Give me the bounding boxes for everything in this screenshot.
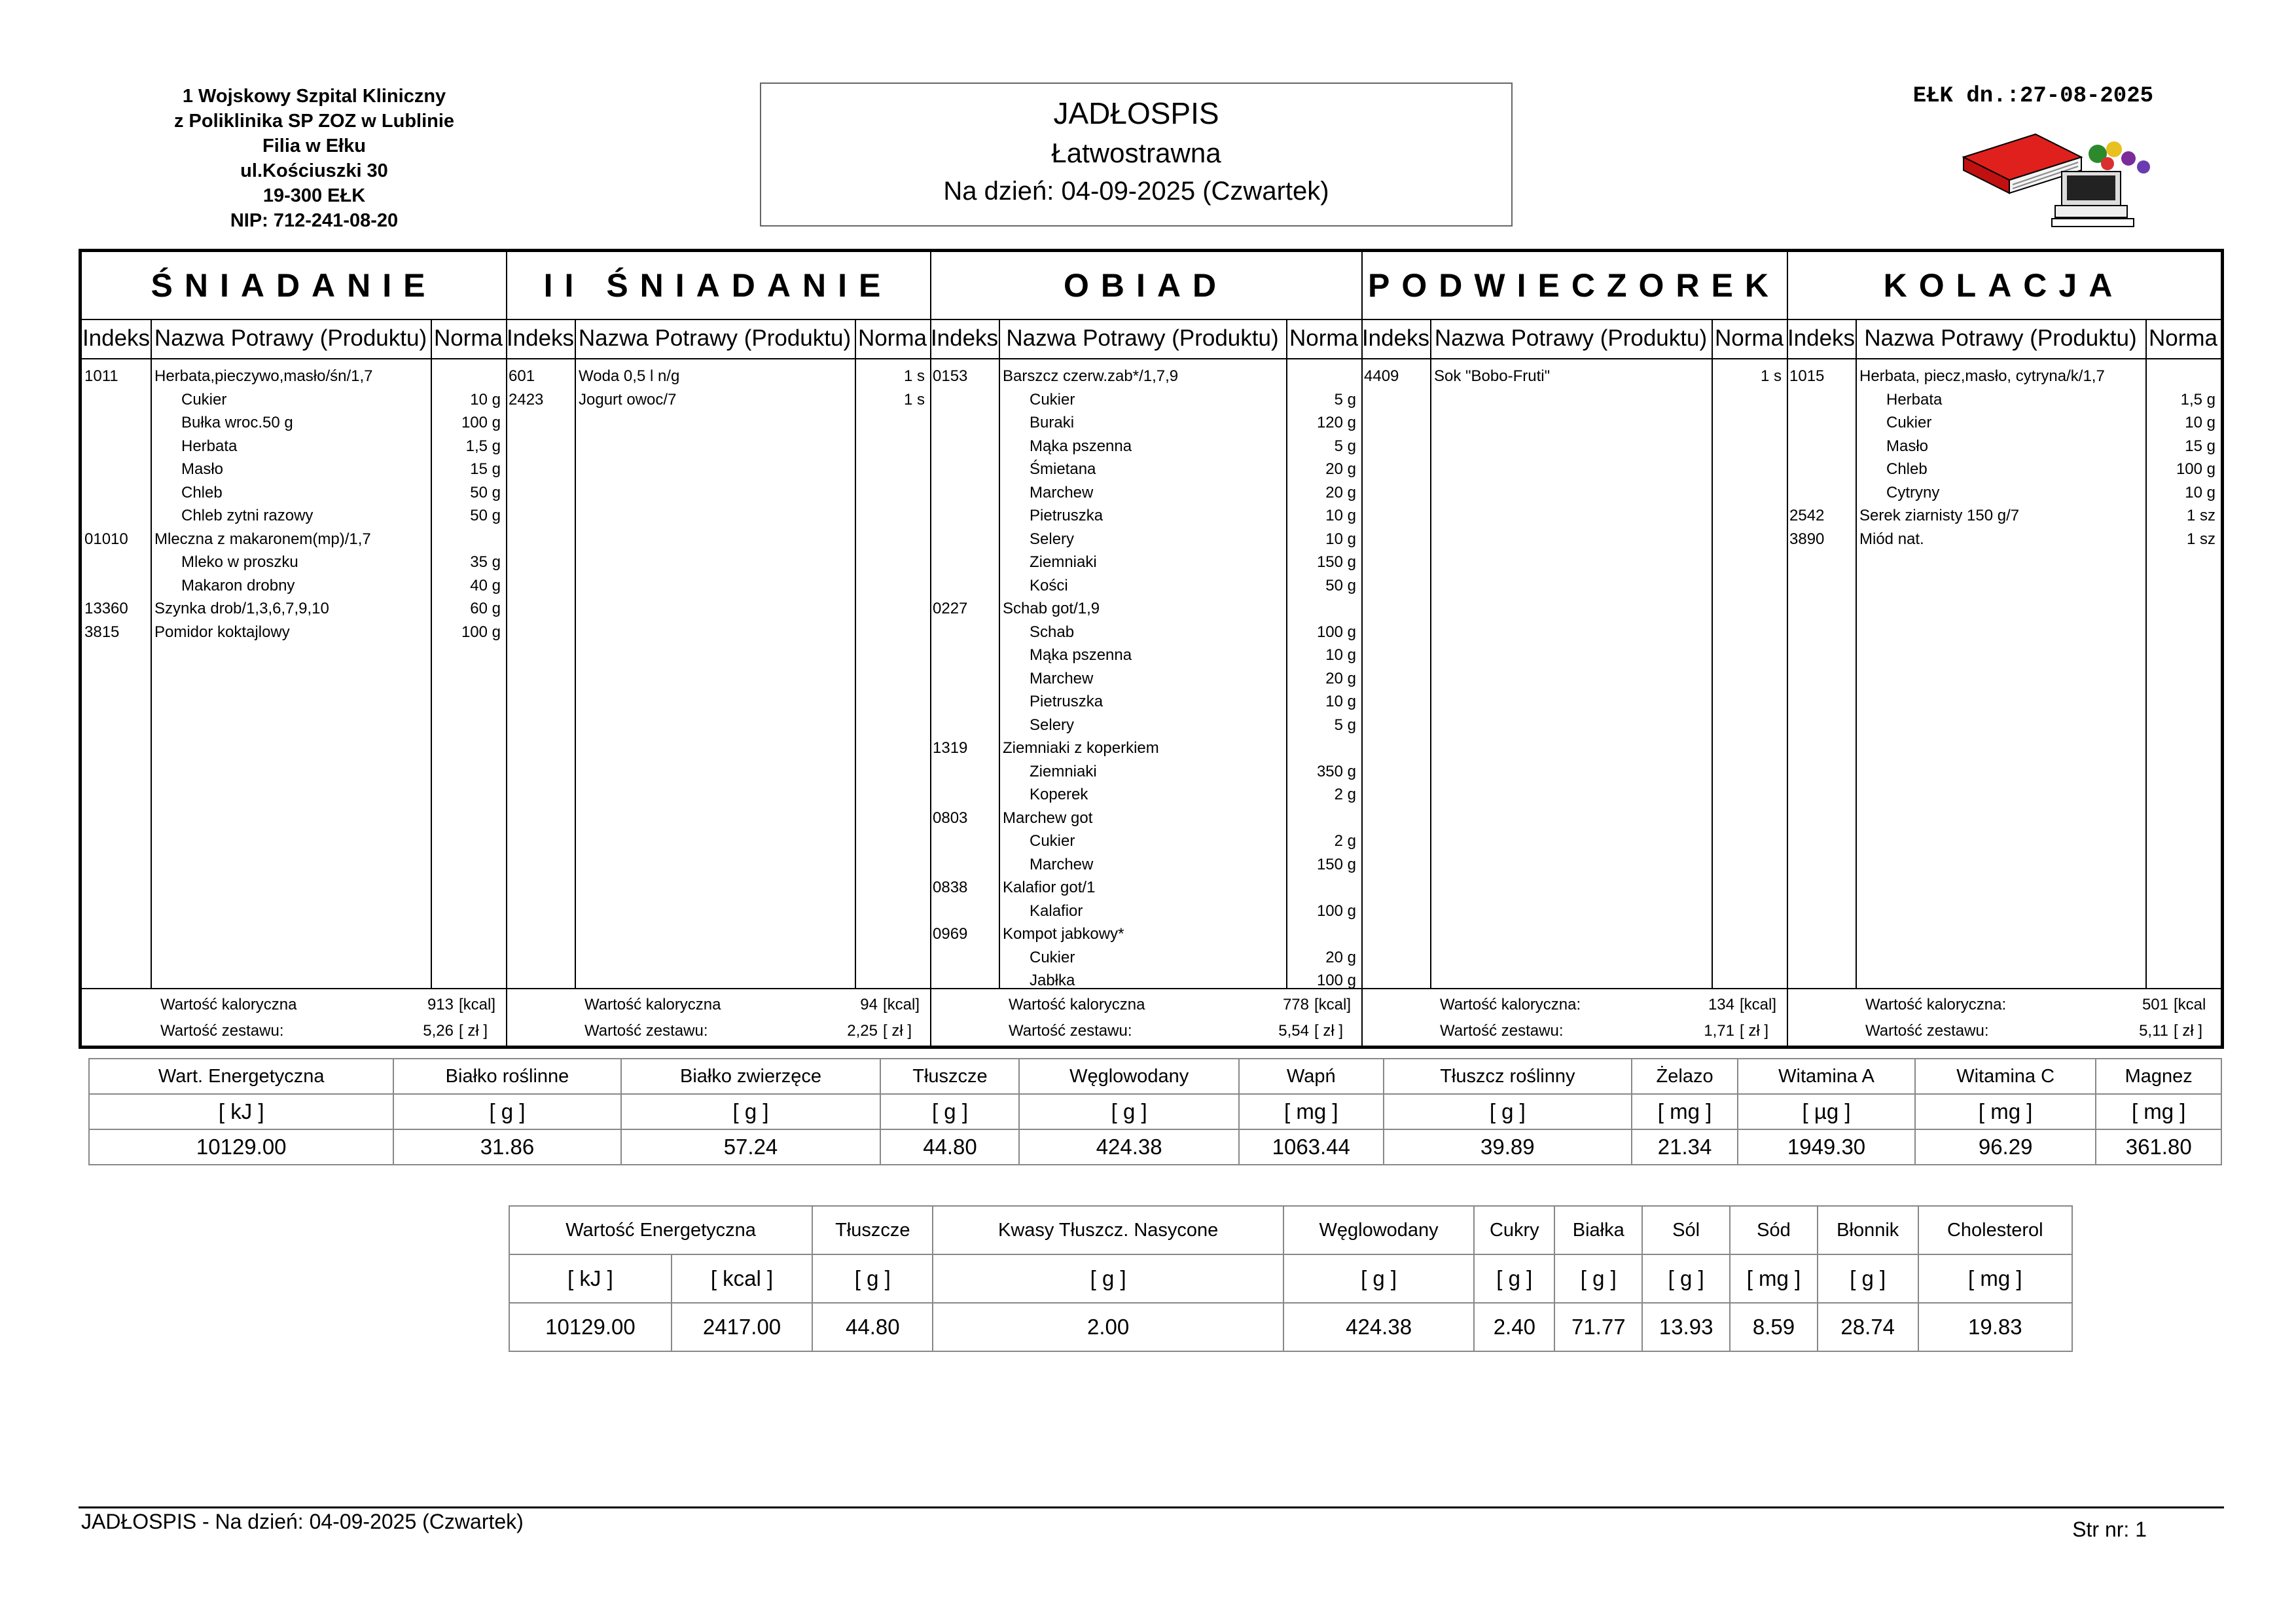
value-cell: 39.89 [1384,1129,1632,1165]
item-norm: 20 g [1325,483,1356,501]
item-name: Herbata,pieczywo,masło/śn/1,7 [154,367,373,385]
unit-cell: [ mg ] [1730,1254,1818,1303]
unit-cell: [ g ] [812,1254,933,1303]
item-name: Chleb [181,483,223,501]
column-header-norm: Norma [1289,325,1359,351]
column-divider [999,319,1000,988]
item-name: Koperek [1030,786,1088,803]
item-norm: 20 g [1325,460,1356,478]
issue-date: EŁK dn.:27-08-2025 [1912,84,2153,109]
item-name: Masło [1886,437,1929,455]
hospital-line: 19-300 EŁK [262,185,366,206]
item-index: 0969 [933,925,968,943]
cost-unit: [ zł ] [459,1022,488,1040]
item-name: Marchew got [1003,809,1093,827]
item-index: 0803 [933,809,968,827]
item-index: 0153 [933,367,968,385]
header-cell: Kwasy Tłuszcz. Nasycone [933,1206,1283,1254]
item-index: 2423 [509,390,544,409]
item-name: Szynka drob/1,3,6,7,9,10 [154,600,329,617]
item-name: Herbata, piecz,masło, cytryna/k/1,7 [1859,367,2105,385]
cost-value: 5,11 [2139,1022,2168,1040]
item-norm: 150 g [1316,553,1356,571]
kcal-label: Wartość kaloryczna [584,996,721,1013]
kcal-unit: [kcal] [459,996,496,1013]
table-unit-row [89,1094,2221,1129]
header-divider [82,319,2221,320]
item-norm: 10 g [2185,483,2215,501]
kcal-label: Wartość kaloryczna [1009,996,1145,1013]
value-cell: 8.59 [1730,1303,1818,1351]
book-computer-logo [1957,131,2179,229]
item-norm: 2 g [1334,786,1356,803]
hospital-line: Filia w Ełku [262,136,366,156]
value-cell: 361.80 [2096,1129,2221,1165]
item-norm: 1,5 g [465,437,501,455]
column-header-name: Nazwa Potrawy (Produktu) [1006,325,1279,351]
item-name: Jogurt owoc/7 [579,390,677,409]
value-cell: 71.77 [1554,1303,1642,1351]
item-norm: 2 g [1334,832,1356,850]
section-divider [930,252,931,1046]
column-header-index: Indeks [1361,325,1430,351]
item-name: Kompot jabkowy* [1003,925,1124,943]
item-norm: 60 g [470,600,501,617]
item-name: Mleczna z makaronem(mp)/1,7 [154,530,371,548]
item-norm: 10 g [470,390,501,409]
value-cell: 2417.00 [672,1303,812,1351]
item-norm: 5 g [1334,716,1356,734]
item-name: Cukier [1030,390,1075,409]
item-norm: 10 g [1325,646,1356,664]
section-divider [1361,252,1363,1046]
item-norm: 100 g [1316,902,1356,920]
meal-title-podwieczorek: PODWIECZOREK [1368,267,1780,304]
item-norm: 100 g [461,623,501,641]
item-index: 1011 [84,367,118,385]
item-norm: 350 g [1316,762,1356,780]
header-cell: Cukry [1474,1206,1554,1254]
unit-cell: [ g ] [1818,1254,1918,1303]
column-header-index: Indeks [930,325,999,351]
item-index: 1015 [1789,367,1825,385]
item-name: Marchew [1030,855,1094,873]
kcal-unit: [kcal] [1314,996,1352,1013]
value-cell: 44.80 [880,1129,1019,1165]
header-cell: Żelazo [1632,1059,1738,1094]
item-norm: 1,5 g [2180,390,2215,409]
meal-title-ii-sniadanie: II ŚNIADANIE [543,267,893,304]
table-unit-row [509,1254,2072,1303]
kcal-value: 94 [860,996,878,1013]
unit-cell: [ g ] [1554,1254,1642,1303]
item-norm: 20 g [1325,948,1356,966]
value-cell: 10129.00 [89,1129,393,1165]
item-name: Ziemniaki [1030,553,1097,571]
item-name: Barszcz czerw.zab*/1,7,9 [1003,367,1179,385]
item-name: Miód nat. [1859,530,1924,548]
item-index: 0838 [933,879,968,896]
kcal-label: Wartość kaloryczna: [1440,996,1581,1013]
item-name: Selery [1030,716,1075,734]
page-number: Str nr: 1 [2072,1518,2147,1541]
value-cell: 31.86 [393,1129,620,1165]
item-norm: 1 s [903,390,925,409]
item-name: Chleb zytni razowy [181,507,314,524]
item-norm: 20 g [1325,669,1356,687]
value-cell: 21.34 [1632,1129,1738,1165]
footer-text: JADŁOSPIS - Na dzień: 04-09-2025 (Czwartek) [81,1510,524,1533]
item-name: Serek ziarnisty 150 g/7 [1859,507,2020,524]
header-cell: Wartość Energetyczna [509,1206,812,1254]
header-cell: Wapń [1239,1059,1384,1094]
item-norm: 150 g [1316,855,1356,873]
column-header-norm: Norma [433,325,503,351]
unit-cell: [ kJ ] [509,1254,672,1303]
hospital-line: NIP: 712-241-08-20 [230,210,399,231]
value-cell: 10129.00 [509,1303,672,1351]
unit-cell: [ g ] [1642,1254,1730,1303]
unit-cell: [ g ] [1019,1094,1238,1129]
unit-cell: [ g ] [1474,1254,1554,1303]
value-cell: 424.38 [1019,1129,1238,1165]
header-cell: Tłuszcze [812,1206,933,1254]
hospital-line: z Poliklinika SP ZOZ w Lublinie [173,111,455,132]
value-cell: 57.24 [621,1129,881,1165]
item-name: Kości [1030,576,1068,594]
hospital-line: 1 Wojskowy Szpital Kliniczny [182,86,446,107]
header-cell: Witamina A [1738,1059,1915,1094]
item-norm: 10 g [1325,507,1356,524]
table-header-row [89,1059,2221,1094]
nutrition-label-table [509,1205,2073,1352]
value-cell: 1949.30 [1738,1129,1915,1165]
column-header-index: Indeks [82,325,151,351]
value-cell: 19.83 [1918,1303,2072,1351]
kcal-value: 501 [2142,996,2168,1013]
column-divider [1712,319,1713,988]
unit-cell: [ µg ] [1738,1094,1915,1129]
item-norm: 100 g [461,414,501,431]
item-name: Selery [1030,530,1075,548]
cost-unit: [ zł ] [1314,1022,1344,1040]
item-name: Jabłka [1030,972,1075,989]
header-cell: Wart. Energetyczna [89,1059,393,1094]
item-norm: 1 s [1760,367,1782,385]
item-norm: 40 g [470,576,501,594]
diet-name: Łatwostrawna [1051,137,1221,168]
value-cell: 13.93 [1642,1303,1730,1351]
column-header-norm: Norma [2148,325,2218,351]
item-norm: 1 sz [2186,507,2215,524]
column-header-norm: Norma [1714,325,1784,351]
item-name: Kalafior got/1 [1003,879,1096,896]
kcal-label: Wartość kaloryczna [160,996,297,1013]
item-norm: 50 g [1325,576,1356,594]
section-divider [506,252,507,1046]
section-divider [1787,252,1788,1046]
item-name: Cukier [1030,948,1075,966]
item-norm: 5 g [1334,437,1356,455]
item-name: Buraki [1030,414,1075,431]
cost-unit: [ zł ] [883,1022,912,1040]
kcal-unit: [kcal] [883,996,920,1013]
kcal-value: 778 [1282,996,1309,1013]
item-name: Cytryny [1886,483,1940,501]
column-divider [855,319,856,988]
item-norm: 10 g [2185,414,2215,431]
column-header-index: Indeks [506,325,575,351]
item-index: 601 [509,367,535,385]
unit-cell: [ kcal ] [672,1254,812,1303]
column-divider [151,319,152,988]
item-name: Pietruszka [1030,507,1103,524]
item-index: 4409 [1364,367,1399,385]
unit-cell: [ mg ] [1239,1094,1384,1129]
item-name: Cukier [1886,414,1932,431]
item-norm: 120 g [1316,414,1356,431]
column-header-name: Nazwa Potrawy (Produktu) [1434,325,1708,351]
column-divider [1856,319,1857,988]
cost-label: Wartość zestawu: [1440,1022,1564,1040]
header-cell: Białko zwierzęce [621,1059,881,1094]
cost-label: Wartość zestawu: [584,1022,708,1040]
kcal-unit: [kcal] [1740,996,1777,1013]
kcal-value: 913 [427,996,454,1013]
column-divider [1430,319,1431,988]
meal-title-kolacja: KOLACJA [1883,267,2125,304]
cost-value: 2,25 [847,1022,878,1040]
header-cell: Magnez [2096,1059,2221,1094]
header-cell: Sól [1642,1206,1730,1254]
unit-cell: [ mg ] [1915,1094,2096,1129]
cost-unit: [ zł ] [2174,1022,2203,1040]
item-name: Herbata [181,437,238,455]
header-cell: Węglowodany [1283,1206,1474,1254]
item-name: Sok "Bobo-Fruti" [1434,367,1551,385]
kcal-unit: [kcal [2174,996,2206,1013]
item-name: Schab [1030,623,1075,641]
meal-title-sniadanie: ŚNIADANIE [151,267,437,304]
header-cell: Witamina C [1915,1059,2096,1094]
value-cell: 2.00 [933,1303,1283,1351]
item-norm: 15 g [470,460,501,478]
kcal-label: Wartość kaloryczna: [1865,996,2007,1013]
column-header-name: Nazwa Potrawy (Produktu) [1864,325,2137,351]
table-header-row [509,1206,2072,1254]
kcal-value: 134 [1708,996,1734,1013]
item-name: Makaron drobny [181,576,295,594]
column-header-name: Nazwa Potrawy (Produktu) [578,325,852,351]
item-name: Woda 0,5 l n/g [579,367,680,385]
item-norm: 5 g [1334,390,1356,409]
unit-cell: [ g ] [880,1094,1019,1129]
item-name: Bułka wroc.50 g [181,414,293,431]
unit-cell: [ g ] [393,1094,620,1129]
item-name: Śmietana [1030,460,1096,478]
header-cell: Tłuszcz roślinny [1384,1059,1632,1094]
item-name: Chleb [1886,460,1928,478]
column-header-norm: Norma [857,325,927,351]
unit-cell: [ g ] [1283,1254,1474,1303]
item-name: Marchew [1030,483,1094,501]
value-cell: 2.40 [1474,1303,1554,1351]
item-norm: 35 g [470,553,501,571]
value-cell: 424.38 [1283,1303,1474,1351]
item-index: 13360 [84,600,128,617]
item-norm: 100 g [2176,460,2215,478]
hospital-address [118,84,511,233]
item-name: Schab got/1,9 [1003,600,1100,617]
meals-table [79,249,2224,1049]
unit-cell: [ g ] [1384,1094,1632,1129]
unit-cell: [ g ] [933,1254,1283,1303]
column-header-divider [82,358,2221,359]
nutrition-table [88,1058,2222,1165]
unit-cell: [ mg ] [2096,1094,2221,1129]
meal-title-obiad: OBIAD [1063,267,1229,304]
header-cell: Białko roślinne [393,1059,620,1094]
column-divider [575,319,576,988]
page-title: JADŁOSPIS [1053,96,1219,130]
summary-divider [82,988,2221,989]
item-name: Mleko w proszku [181,553,298,571]
item-name: Herbata [1886,390,1943,409]
item-name: Pietruszka [1030,693,1103,710]
cost-label: Wartość zestawu: [160,1022,284,1040]
column-header-name: Nazwa Potrawy (Produktu) [154,325,427,351]
item-name: Ziemniaki [1030,762,1097,780]
item-index: 3890 [1789,530,1825,548]
column-header-index: Indeks [1787,325,1856,351]
cost-value: 5,54 [1278,1022,1309,1040]
cost-value: 5,26 [423,1022,454,1040]
item-norm: 10 g [1325,530,1356,548]
header-cell: Cholesterol [1918,1206,2072,1254]
unit-cell: [ mg ] [1918,1254,2072,1303]
menu-date: Na dzień: 04-09-2025 (Czwartek) [943,177,1329,206]
item-index: 1319 [933,739,968,757]
header-cell: Białka [1554,1206,1642,1254]
cost-label: Wartość zestawu: [1865,1022,1989,1040]
item-name: Masło [181,460,224,478]
item-name: Kalafior [1030,902,1083,920]
table-value-row [89,1129,2221,1165]
cost-value: 1,71 [1704,1022,1734,1040]
value-cell: 1063.44 [1239,1129,1384,1165]
item-name: Ziemniaki z koperkiem [1003,739,1159,757]
table-value-row [509,1303,2072,1351]
unit-cell: [ g ] [621,1094,881,1129]
item-name: Mąka pszenna [1030,437,1132,455]
item-index: 3815 [84,623,120,641]
item-name: Cukier [181,390,227,409]
item-index: 01010 [84,530,128,548]
item-norm: 10 g [1325,693,1356,710]
title-box [760,82,1513,227]
unit-cell: [ mg ] [1632,1094,1738,1129]
item-name: Mąka pszenna [1030,646,1132,664]
item-norm: 1 s [903,367,925,385]
value-cell: 96.29 [1915,1129,2096,1165]
value-cell: 44.80 [812,1303,933,1351]
footer-divider [79,1506,2224,1508]
value-cell: 28.74 [1818,1303,1918,1351]
item-norm: 50 g [470,507,501,524]
header-cell: Tłuszcze [880,1059,1019,1094]
item-index: 2542 [1789,507,1825,524]
item-name: Marchew [1030,669,1094,687]
header-cell: Węglowodany [1019,1059,1238,1094]
item-name: Pomidor koktajlowy [154,623,290,641]
header-cell: Sód [1730,1206,1818,1254]
item-norm: 50 g [470,483,501,501]
item-norm: 100 g [1316,972,1356,989]
header-cell: Błonnik [1818,1206,1918,1254]
item-norm: 1 sz [2186,530,2215,548]
cost-label: Wartość zestawu: [1009,1022,1132,1040]
item-name: Cukier [1030,832,1075,850]
item-index: 0227 [933,600,968,617]
cost-unit: [ zł ] [1740,1022,1769,1040]
item-norm: 100 g [1316,623,1356,641]
item-norm: 15 g [2185,437,2215,455]
hospital-line: ul.Kościuszki 30 [240,160,388,181]
unit-cell: [ kJ ] [89,1094,393,1129]
